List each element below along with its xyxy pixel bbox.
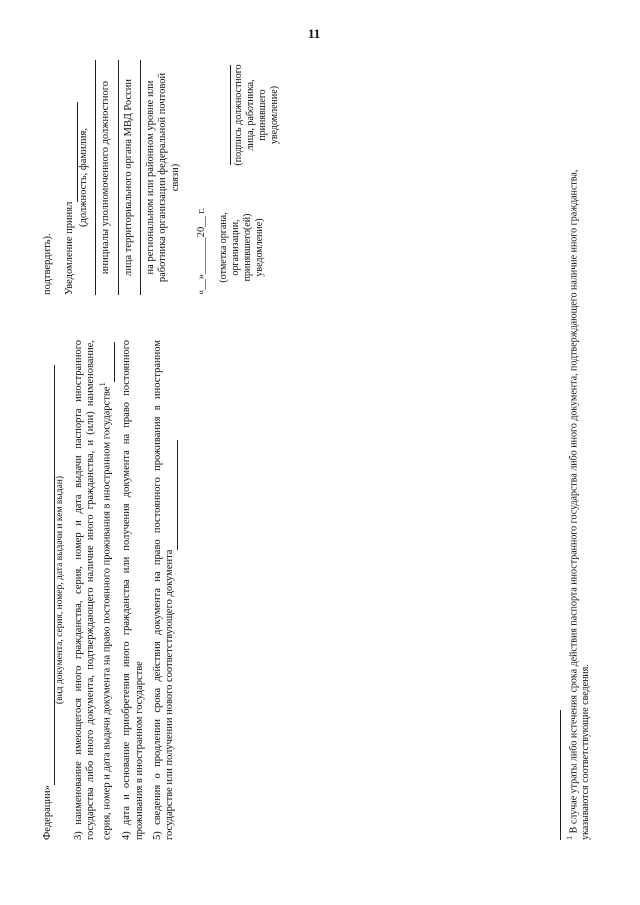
confirm-text: подтвердить). <box>42 233 53 295</box>
item-5-text: 5) сведения о продлении срока действия документа на право постоянного проживания в иностранном государстве или получении нового соответствующего документа <box>151 340 176 840</box>
caption-initials: инициалы уполномоченного должностного <box>100 80 112 275</box>
accepted-line <box>64 60 77 295</box>
footnote-mark: 1 <box>565 835 574 840</box>
caption-position: (должность, фамилия, <box>77 128 89 227</box>
item-4-text: 4) дата и основание приобретения иного гражданства или получения документа на право постоянного проживания в иностранном государстве <box>121 340 145 840</box>
item-3 <box>73 340 116 840</box>
footnote-text: В случае утраты либо истечения срока действия паспорта иностранного государства либо иного документа, подтверждающего наличие иного гражданства, указываются соответствующие сведения. <box>568 169 592 840</box>
accepted-label: Уведомление принял <box>64 201 76 295</box>
caption-level: на региональном или районном уровне или работника организации федеральной почтовой связи) <box>144 72 181 283</box>
date-line: «__»_______20__ г. <box>196 207 207 295</box>
item-4 <box>121 340 146 840</box>
rule-2 <box>117 60 119 295</box>
footnote-ref: 1 <box>97 382 108 387</box>
federation-prefix: Федерации» <box>42 785 53 840</box>
signature-caption: (подпись должностного лица, работника, принявшего уведомление) <box>233 64 280 166</box>
signature-line <box>218 65 231 165</box>
item-5 <box>152 340 178 840</box>
document-caption: (вид документа, серия, номер, дата выдачи и кем выдан) <box>55 475 66 705</box>
signature-row <box>218 60 280 295</box>
rotated-form-content <box>42 60 602 840</box>
page-number: 11 <box>308 26 321 41</box>
left-column <box>42 340 178 840</box>
right-column <box>42 60 280 295</box>
rule-1 <box>94 60 96 295</box>
caption-mvd: лица территориального органа МВД России <box>122 78 134 277</box>
signature-block <box>218 60 280 170</box>
item-3-text: 3) наименование имеющегося иного гражданства, серия, номер и дата выдачи паспорта иностранного государства либо иного документа, подтверждающего наличие иного гражданства, и (или) наименование, серия, номер и дата выдачи документа на право постоянного проживания в иностранном государстве <box>72 340 113 840</box>
footnote <box>560 140 592 840</box>
federation-line <box>42 340 55 840</box>
mark-caption: (отметка органа, организации, принявшего(ей) уведомление) <box>218 212 265 283</box>
footnote-rule <box>560 710 561 840</box>
rule-3 <box>139 60 141 295</box>
document-blank <box>42 365 55 785</box>
